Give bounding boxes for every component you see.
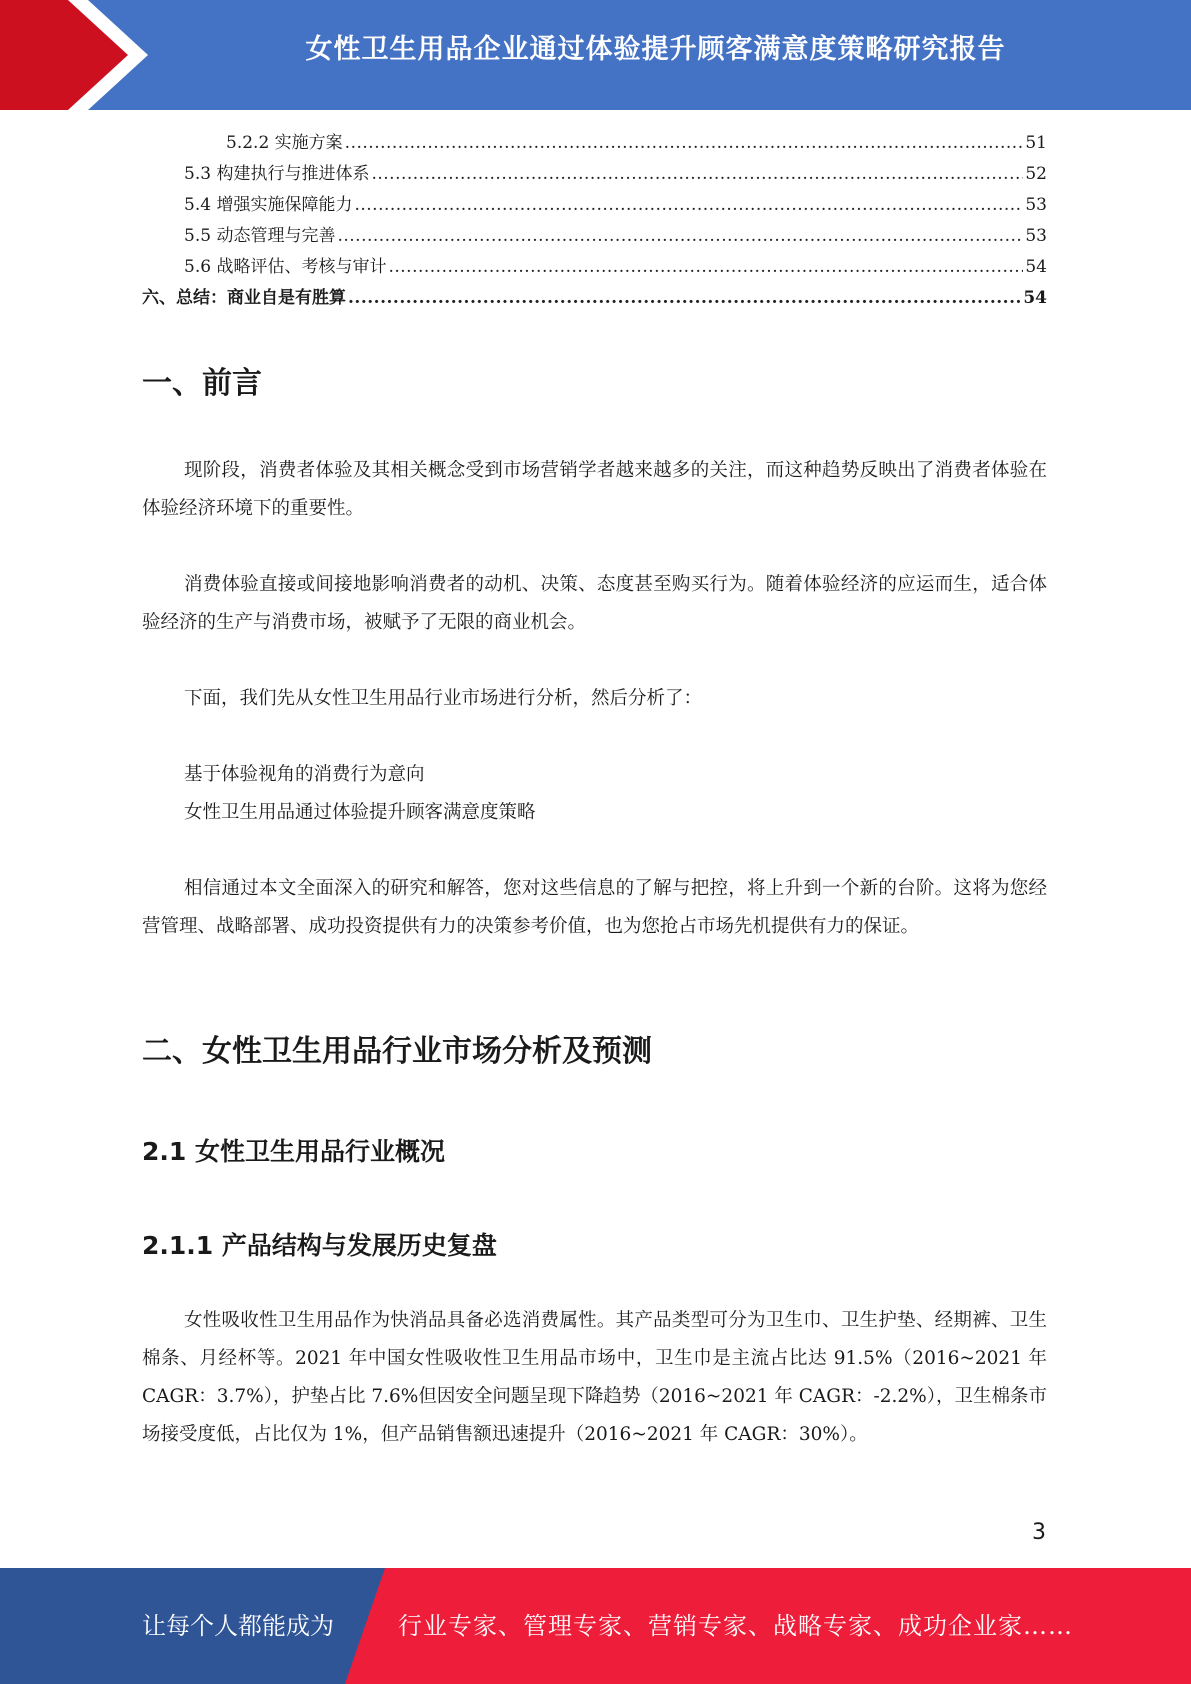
toc-entry-page: 52 <box>1025 164 1047 184</box>
subsection-heading: 2.1 女性卫生用品行业概况 <box>142 1137 445 1166</box>
toc-entry[interactable] <box>142 128 1047 159</box>
toc-leader <box>371 159 1023 190</box>
toc-entry[interactable] <box>142 283 1047 314</box>
footer-slogan-right: 行业专家、管理专家、营销专家、战略专家、成功企业家…… <box>398 1612 1073 1640</box>
toc-entry[interactable] <box>142 252 1047 283</box>
page-footer <box>0 1568 1191 1684</box>
toc-leader <box>345 128 1024 159</box>
toc-entry-page: 53 <box>1025 226 1047 246</box>
toc-entry-title: 5.6 战略评估、考核与审计 <box>184 257 387 277</box>
toc-leader <box>348 283 1021 314</box>
page-number: 3 <box>1032 1520 1046 1545</box>
paragraph: 消费体验直接或间接地影响消费者的动机、决策、态度甚至购买行为。随着体验经济的应运而生，适合体验经济的生产与消费市场，被赋予了无限的商业机会。 <box>142 574 1047 633</box>
toc-entry[interactable] <box>142 159 1047 190</box>
toc-entry-page: 51 <box>1025 133 1047 153</box>
paragraph: 下面，我们先从女性卫生用品行业市场进行分析，然后分析了： <box>184 688 703 709</box>
report-title: 女性卫生用品企业通过体验提升顾客满意度策略研究报告 <box>305 34 1006 65</box>
toc-entry-title: 5.5 动态管理与完善 <box>184 226 336 246</box>
page-header <box>0 0 1191 110</box>
toc-entry-title: 六、总结：商业自是有胜算 <box>142 288 346 308</box>
section-heading-preface: 一、前言 <box>142 366 262 401</box>
paragraph: 现阶段，消费者体验及其相关概念受到市场营销学者越来越多的关注，而这种趋势反映出了消费者体验在体验经济环境下的重要性。 <box>142 460 1047 519</box>
list-item: 基于体验视角的消费行为意向 <box>184 764 425 785</box>
paragraph: 相信通过本文全面深入的研究和解答，您对这些信息的了解与把控，将上升到一个新的台阶。这将为您经营管理、战略部署、成功投资提供有力的决策参考价值，也为您抢占市场先机提供有力的保证。 <box>142 878 1047 937</box>
toc-entry-title: 5.3 构建执行与推进体系 <box>184 164 370 184</box>
page-content <box>142 128 1048 1445</box>
toc-entry-page: 53 <box>1025 195 1047 215</box>
toc-entry-page: 54 <box>1025 257 1047 277</box>
red-chevron-decoration <box>0 0 160 110</box>
subsection-heading: 2.1.1 产品结构与发展历史复盘 <box>142 1231 497 1260</box>
toc-leader <box>354 190 1023 221</box>
toc-leader <box>388 252 1023 283</box>
toc-entry-title: 5.4 增强实施保障能力 <box>184 195 353 215</box>
toc-entry[interactable] <box>142 221 1047 252</box>
table-of-contents <box>142 128 1047 314</box>
section-heading-market: 二、女性卫生用品行业市场分析及预测 <box>142 1034 652 1069</box>
list-item: 女性卫生用品通过体验提升顾客满意度策略 <box>184 802 536 823</box>
toc-leader <box>337 221 1023 252</box>
toc-entry[interactable] <box>142 190 1047 221</box>
toc-entry-page: 54 <box>1023 288 1047 308</box>
paragraph: 女性吸收性卫生用品作为快消品具备必选消费属性。其产品类型可分为卫生巾、卫生护垫、经期裤、卫生棉条、月经杯等。2021 年中国女性吸收性卫生用品市场中，卫生巾是主流占比达 91.5%（2016~2021 年 CAGR：3.7%），护垫占比 7.6%但因安全问题呈现下降趋势（2016~2021 年 CAGR：-2.2%），卫生棉条市场接受度低，占比仅为 1%，但产品销售额迅速提升（2016~2021 年 CAGR：30%）。 <box>142 1310 1048 1445</box>
toc-entry-title: 5.2.2 实施方案 <box>226 133 343 153</box>
footer-slogan-left: 让每个人都能成为 <box>142 1612 334 1640</box>
